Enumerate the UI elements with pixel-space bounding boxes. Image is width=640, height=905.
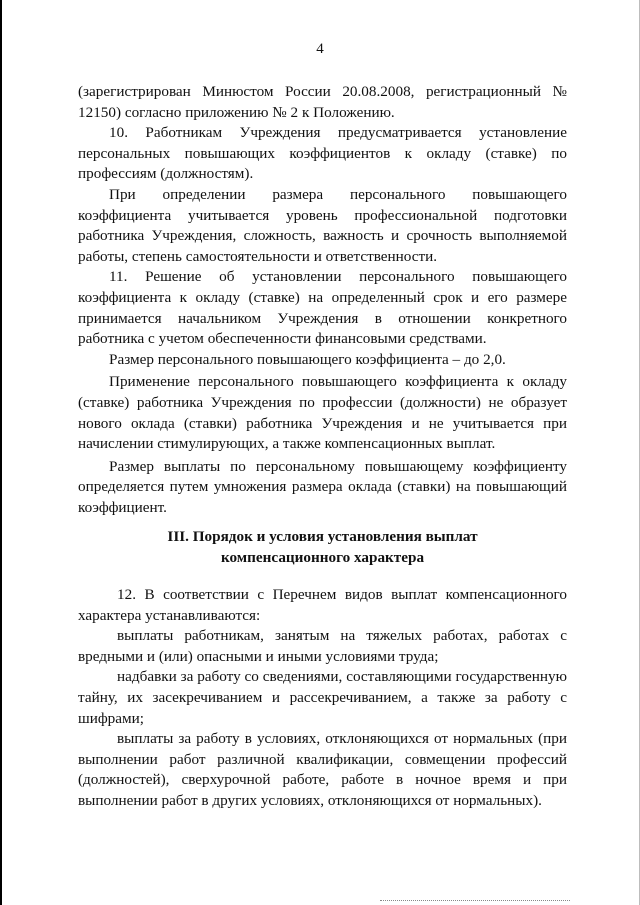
paragraph-registration: (зарегистрирован Минюстом России 20.08.2008, регистрационный № 12150) согласно приложению № 2 к Положению. — [78, 83, 567, 121]
section-text — [78, 585, 567, 812]
body-text — [78, 82, 567, 518]
paragraph-11: 11. Решение об установлении персонального повышающего коэффициента к окладу (ставке) на определенный срок и его размере принимается начальником Учреждения в отношении конкретного работника с учетом обеспеченности финансовыми средствами. — [78, 268, 567, 348]
paragraph-12: 12. В соответствии с Перечнем видов выплат компенсационного характера устанавливаются: — [78, 586, 567, 624]
section-heading — [78, 527, 567, 568]
scan-edge-left — [0, 0, 2, 905]
page-number: 4 — [316, 41, 324, 57]
paragraph-coefficient-application: Применение персонального повышающего коэффициента к окладу (ставке) работника Учреждения по профессии (должности) не образует нового оклада (ставки) работника Учреждения и не учитывается при начислении стимулирующих, а также компенсационных выплат. — [78, 373, 567, 453]
section-heading-line-1: III. Порядок и условия установления выплат — [167, 528, 478, 545]
paragraph-coefficient-criteria: При определении размера персонального повышающего коэффициента учитывается уровень профессиональной подготовки работника Учреждения, сложность, важность и срочность выполняемой работы, степень самостоятельности и ответственности. — [78, 185, 567, 265]
scan-bottom-mark — [380, 900, 570, 902]
section-heading-line-2: компенсационного характера — [220, 548, 425, 566]
list-item-abnormal-conditions: выплаты за работу в условиях, отклоняющихся от нормальных (при выполнении работ различной квалификации, совмещении профессий (должностей), сверхурочной работе, работе в ночное время и при выполнении работ в других условиях, отклоняющихся от нормальных). — [78, 730, 567, 809]
paragraph-coefficient-limit: Размер персонального повышающего коэффициента – до 2,0. — [109, 350, 506, 368]
paragraph-payment-calculation: Размер выплаты по персональному повышающему коэффициенту определяется путем умножения размера оклада (ставки) на повышающий коэффициент. — [78, 457, 567, 516]
list-item-state-secret: надбавки за работу со сведениями, составляющими государственную тайну, их засекречиванием и рассекречиванием, а также за работу с шифрами; — [78, 668, 567, 727]
paragraph-10: 10. Работникам Учреждения предусматривается установление персональных повышающих коэффициентов к окладу (ставке) по профессиям (должностям). — [78, 124, 567, 183]
list-item-hazardous-work: выплаты работникам, занятым на тяжелых работах, работах с вредными и (или) опасными и иными условиями труда; — [78, 627, 567, 665]
